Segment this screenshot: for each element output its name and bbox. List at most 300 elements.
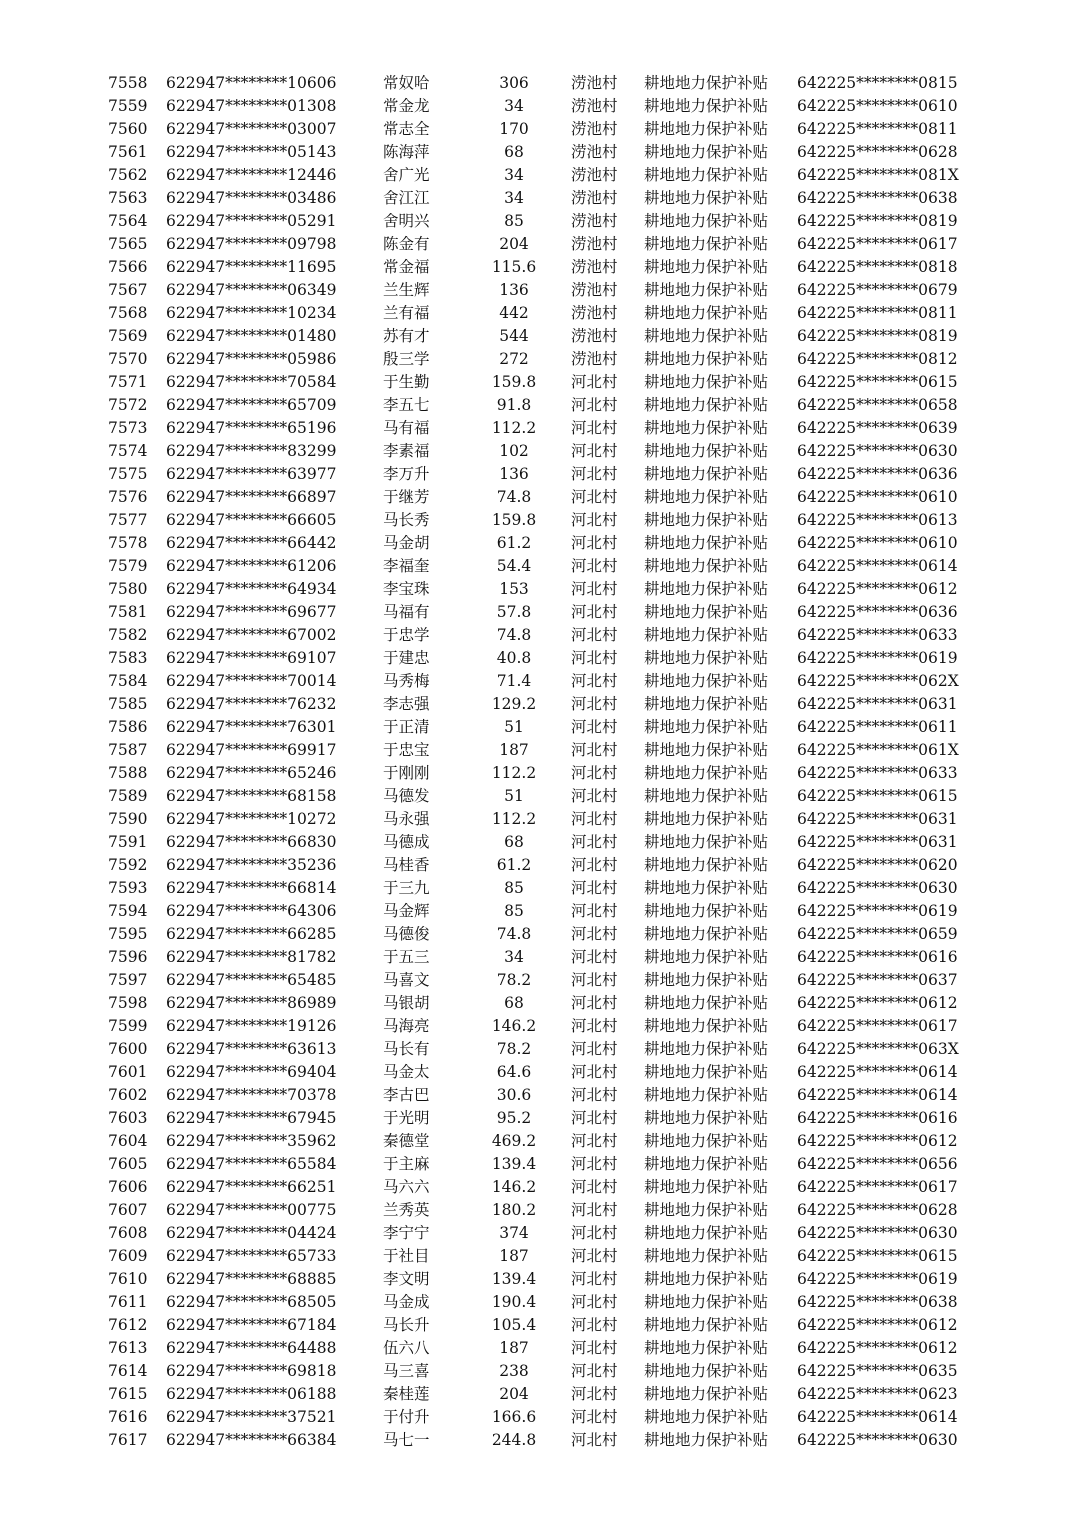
subsidy-type: 耕地地力保护补贴 — [644, 1132, 769, 1150]
subsidy-type: 耕地地力保护补贴 — [644, 97, 769, 115]
recipient-name: 陈金有 — [383, 235, 430, 253]
subsidy-amount: 61.2 — [496, 534, 532, 552]
recipient-name: 秦德堂 — [383, 1132, 430, 1150]
account-number: 622947********65584 — [166, 1155, 337, 1173]
id-number: 642225********0679 — [797, 281, 958, 299]
subsidy-amount: 64.6 — [496, 1063, 532, 1081]
table-row — [0, 716, 1074, 739]
row-number: 7561 — [108, 143, 148, 161]
subsidy-type: 耕地地力保护补贴 — [644, 1063, 769, 1081]
row-number: 7598 — [108, 994, 148, 1012]
id-number: 642225********0614 — [797, 1063, 958, 1081]
village-name: 河北村 — [571, 833, 618, 851]
account-number: 622947********68158 — [166, 787, 337, 805]
table-row — [0, 210, 1074, 233]
id-number: 642225********0614 — [797, 1086, 958, 1104]
subsidy-amount: 187 — [499, 741, 529, 759]
id-number: 642225********063X — [797, 1040, 959, 1058]
village-name: 河北村 — [571, 925, 618, 943]
account-number: 622947********65485 — [166, 971, 337, 989]
subsidy-amount: 159.8 — [491, 373, 537, 391]
recipient-name: 马金太 — [383, 1063, 430, 1081]
account-number: 622947********00775 — [166, 1201, 337, 1219]
table-row — [0, 1130, 1074, 1153]
account-number: 622947********68505 — [166, 1293, 337, 1311]
table-row — [0, 532, 1074, 555]
account-number: 622947********66442 — [166, 534, 337, 552]
subsidy-amount: 34 — [504, 948, 524, 966]
id-number: 642225********0812 — [797, 350, 958, 368]
subsidy-amount: 68 — [504, 143, 524, 161]
subsidy-type: 耕地地力保护补贴 — [644, 741, 769, 759]
subsidy-amount: 78.2 — [496, 971, 532, 989]
village-name: 河北村 — [571, 649, 618, 667]
table-row — [0, 118, 1074, 141]
table-row — [0, 1015, 1074, 1038]
id-number: 642225********0617 — [797, 1017, 958, 1035]
subsidy-type: 耕地地力保护补贴 — [644, 189, 769, 207]
village-name: 河北村 — [571, 534, 618, 552]
account-number: 622947********69677 — [166, 603, 337, 621]
subsidy-type: 耕地地力保护补贴 — [644, 902, 769, 920]
id-number: 642225********0636 — [797, 465, 958, 483]
account-number: 622947********61206 — [166, 557, 337, 575]
recipient-name: 马永强 — [383, 810, 430, 828]
account-number: 622947********05291 — [166, 212, 337, 230]
table-row — [0, 417, 1074, 440]
village-name: 河北村 — [571, 442, 618, 460]
id-number: 642225********0613 — [797, 511, 958, 529]
subsidy-type: 耕地地力保护补贴 — [644, 350, 769, 368]
row-number: 7592 — [108, 856, 148, 874]
subsidy-type: 耕地地力保护补贴 — [644, 1201, 769, 1219]
row-number: 7596 — [108, 948, 148, 966]
row-number: 7558 — [108, 74, 148, 92]
subsidy-type: 耕地地力保护补贴 — [644, 442, 769, 460]
table-row — [0, 325, 1074, 348]
table-row — [0, 256, 1074, 279]
table-row — [0, 1314, 1074, 1337]
village-name: 涝池村 — [571, 74, 618, 92]
recipient-name: 马喜文 — [383, 971, 430, 989]
id-number: 642225********0656 — [797, 1155, 958, 1173]
row-number: 7584 — [108, 672, 148, 690]
village-name: 河北村 — [571, 695, 618, 713]
village-name: 河北村 — [571, 603, 618, 621]
account-number: 622947********70014 — [166, 672, 337, 690]
village-name: 河北村 — [571, 1362, 618, 1380]
table-row — [0, 647, 1074, 670]
row-number: 7611 — [108, 1293, 148, 1311]
id-number: 642225********081X — [797, 166, 959, 184]
table-row — [0, 348, 1074, 371]
account-number: 622947********81782 — [166, 948, 337, 966]
subsidy-type: 耕地地力保护补贴 — [644, 1385, 769, 1403]
table-row — [0, 1245, 1074, 1268]
account-number: 622947********12446 — [166, 166, 337, 184]
subsidy-type: 耕地地力保护补贴 — [644, 833, 769, 851]
village-name: 河北村 — [571, 1316, 618, 1334]
id-number: 642225********0615 — [797, 1247, 958, 1265]
row-number: 7616 — [108, 1408, 148, 1426]
row-number: 7566 — [108, 258, 148, 276]
id-number: 642225********0612 — [797, 994, 958, 1012]
recipient-name: 于正清 — [383, 718, 430, 736]
row-number: 7617 — [108, 1431, 148, 1449]
id-number: 642225********0633 — [797, 764, 958, 782]
row-number: 7575 — [108, 465, 148, 483]
subsidy-type: 耕地地力保护补贴 — [644, 396, 769, 414]
subsidy-type: 耕地地力保护补贴 — [644, 1086, 769, 1104]
recipient-name: 马三喜 — [383, 1362, 430, 1380]
id-number: 642225********0616 — [797, 1109, 958, 1127]
id-number: 642225********0612 — [797, 1316, 958, 1334]
subsidy-type: 耕地地力保护补贴 — [644, 695, 769, 713]
row-number: 7603 — [108, 1109, 148, 1127]
village-name: 河北村 — [571, 718, 618, 736]
row-number: 7578 — [108, 534, 148, 552]
subsidy-type: 耕地地力保护补贴 — [644, 1155, 769, 1173]
recipient-name: 马德发 — [383, 787, 430, 805]
village-name: 河北村 — [571, 902, 618, 920]
table-row — [0, 601, 1074, 624]
row-number: 7597 — [108, 971, 148, 989]
id-number: 642225********0617 — [797, 235, 958, 253]
recipient-name: 马六六 — [383, 1178, 430, 1196]
subsidy-amount: 85 — [504, 212, 524, 230]
village-name: 涝池村 — [571, 304, 618, 322]
row-number: 7590 — [108, 810, 148, 828]
village-name: 河北村 — [571, 1339, 618, 1357]
subsidy-amount: 204 — [499, 1385, 529, 1403]
recipient-name: 常金龙 — [383, 97, 430, 115]
recipient-name: 马金成 — [383, 1293, 430, 1311]
subsidy-type: 耕地地力保护补贴 — [644, 166, 769, 184]
table-row — [0, 279, 1074, 302]
row-number: 7559 — [108, 97, 148, 115]
recipient-name: 于继芳 — [383, 488, 430, 506]
row-number: 7581 — [108, 603, 148, 621]
account-number: 622947********83299 — [166, 442, 337, 460]
village-name: 河北村 — [571, 419, 618, 437]
subsidy-amount: 374 — [499, 1224, 529, 1242]
account-number: 622947********10272 — [166, 810, 337, 828]
account-number: 622947********69404 — [166, 1063, 337, 1081]
row-number: 7610 — [108, 1270, 148, 1288]
table-row — [0, 1406, 1074, 1429]
subsidy-type: 耕地地力保护补贴 — [644, 258, 769, 276]
row-number: 7564 — [108, 212, 148, 230]
row-number: 7571 — [108, 373, 148, 391]
table-row — [0, 946, 1074, 969]
row-number: 7560 — [108, 120, 148, 138]
table-row — [0, 1268, 1074, 1291]
subsidy-type: 耕地地力保护补贴 — [644, 1109, 769, 1127]
subsidy-amount: 244.8 — [491, 1431, 537, 1449]
account-number: 622947********03486 — [166, 189, 337, 207]
recipient-name: 舍广光 — [383, 166, 430, 184]
row-number: 7582 — [108, 626, 148, 644]
account-number: 622947********64488 — [166, 1339, 337, 1357]
subsidy-type: 耕地地力保护补贴 — [644, 994, 769, 1012]
account-number: 622947********19126 — [166, 1017, 337, 1035]
id-number: 642225********0818 — [797, 258, 958, 276]
recipient-name: 李古巴 — [383, 1086, 430, 1104]
subsidy-amount: 54.4 — [496, 557, 532, 575]
village-name: 河北村 — [571, 1431, 618, 1449]
subsidy-amount: 112.2 — [491, 810, 537, 828]
subsidy-amount: 139.4 — [491, 1270, 537, 1288]
id-number: 642225********0610 — [797, 97, 958, 115]
table-row — [0, 624, 1074, 647]
id-number: 642225********0659 — [797, 925, 958, 943]
subsidy-type: 耕地地力保护补贴 — [644, 120, 769, 138]
table-row — [0, 1337, 1074, 1360]
id-number: 642225********0628 — [797, 1201, 958, 1219]
account-number: 622947********05143 — [166, 143, 337, 161]
table-row — [0, 164, 1074, 187]
subsidy-amount: 153 — [499, 580, 529, 598]
subsidy-amount: 34 — [504, 166, 524, 184]
recipient-name: 于五三 — [383, 948, 430, 966]
account-number: 622947********04424 — [166, 1224, 337, 1242]
account-number: 622947********11695 — [166, 258, 337, 276]
account-number: 622947********67002 — [166, 626, 337, 644]
subsidy-type: 耕地地力保护补贴 — [644, 718, 769, 736]
account-number: 622947********63977 — [166, 465, 337, 483]
row-number: 7606 — [108, 1178, 148, 1196]
recipient-name: 于刚刚 — [383, 764, 430, 782]
id-number: 642225********0615 — [797, 787, 958, 805]
subsidy-type: 耕地地力保护补贴 — [644, 143, 769, 161]
village-name: 河北村 — [571, 1155, 618, 1173]
subsidy-amount: 68 — [504, 833, 524, 851]
village-name: 河北村 — [571, 971, 618, 989]
village-name: 河北村 — [571, 373, 618, 391]
subsidy-type: 耕地地力保护补贴 — [644, 212, 769, 230]
subsidy-amount: 71.4 — [496, 672, 532, 690]
village-name: 河北村 — [571, 1017, 618, 1035]
account-number: 622947********06349 — [166, 281, 337, 299]
subsidy-type: 耕地地力保护补贴 — [644, 1316, 769, 1334]
id-number: 642225********0811 — [797, 304, 958, 322]
table-row — [0, 900, 1074, 923]
recipient-name: 李万升 — [383, 465, 430, 483]
subsidy-type: 耕地地力保护补贴 — [644, 235, 769, 253]
village-name: 河北村 — [571, 994, 618, 1012]
village-name: 涝池村 — [571, 281, 618, 299]
table-row — [0, 1176, 1074, 1199]
row-number: 7613 — [108, 1339, 148, 1357]
account-number: 622947********64306 — [166, 902, 337, 920]
account-number: 622947********76301 — [166, 718, 337, 736]
subsidy-type: 耕地地力保护补贴 — [644, 1224, 769, 1242]
subsidy-amount: 469.2 — [491, 1132, 537, 1150]
recipient-name: 马银胡 — [383, 994, 430, 1012]
table-row — [0, 1429, 1074, 1452]
row-number: 7577 — [108, 511, 148, 529]
recipient-name: 秦桂莲 — [383, 1385, 430, 1403]
row-number: 7565 — [108, 235, 148, 253]
village-name: 河北村 — [571, 672, 618, 690]
id-number: 642225********0631 — [797, 810, 958, 828]
recipient-name: 马金胡 — [383, 534, 430, 552]
id-number: 642225********062X — [797, 672, 959, 690]
subsidy-amount: 170 — [499, 120, 529, 138]
recipient-name: 马长升 — [383, 1316, 430, 1334]
id-number: 642225********0623 — [797, 1385, 958, 1403]
subsidy-amount: 136 — [499, 465, 529, 483]
row-number: 7591 — [108, 833, 148, 851]
recipient-name: 于付升 — [383, 1408, 430, 1426]
id-number: 642225********0630 — [797, 1431, 958, 1449]
id-number: 642225********0616 — [797, 948, 958, 966]
subsidy-type: 耕地地力保护补贴 — [644, 1431, 769, 1449]
row-number: 7574 — [108, 442, 148, 460]
subsidy-type: 耕地地力保护补贴 — [644, 787, 769, 805]
subsidy-type: 耕地地力保护补贴 — [644, 856, 769, 874]
subsidy-amount: 272 — [499, 350, 529, 368]
village-name: 河北村 — [571, 626, 618, 644]
table-row — [0, 440, 1074, 463]
table-row — [0, 762, 1074, 785]
account-number: 622947********70378 — [166, 1086, 337, 1104]
account-number: 622947********65246 — [166, 764, 337, 782]
account-number: 622947********65196 — [166, 419, 337, 437]
village-name: 河北村 — [571, 1408, 618, 1426]
subsidy-type: 耕地地力保护补贴 — [644, 925, 769, 943]
recipient-name: 马金辉 — [383, 902, 430, 920]
recipient-name: 兰秀英 — [383, 1201, 430, 1219]
village-name: 河北村 — [571, 1063, 618, 1081]
account-number: 622947********69107 — [166, 649, 337, 667]
row-number: 7580 — [108, 580, 148, 598]
table-row — [0, 854, 1074, 877]
recipient-name: 于主麻 — [383, 1155, 430, 1173]
row-number: 7568 — [108, 304, 148, 322]
subsidy-type: 耕地地力保护补贴 — [644, 419, 769, 437]
account-number: 622947********03007 — [166, 120, 337, 138]
subsidy-type: 耕地地力保护补贴 — [644, 327, 769, 345]
row-number: 7576 — [108, 488, 148, 506]
subsidy-amount: 34 — [504, 189, 524, 207]
table-row — [0, 1360, 1074, 1383]
village-name: 河北村 — [571, 488, 618, 506]
row-number: 7609 — [108, 1247, 148, 1265]
recipient-name: 舍江江 — [383, 189, 430, 207]
subsidy-type: 耕地地力保护补贴 — [644, 948, 769, 966]
village-name: 河北村 — [571, 741, 618, 759]
subsidy-type: 耕地地力保护补贴 — [644, 488, 769, 506]
subsidy-type: 耕地地力保护补贴 — [644, 1362, 769, 1380]
table-row — [0, 141, 1074, 164]
village-name: 河北村 — [571, 1086, 618, 1104]
subsidy-type: 耕地地力保护补贴 — [644, 465, 769, 483]
recipient-name: 于三九 — [383, 879, 430, 897]
id-number: 642225********0612 — [797, 1339, 958, 1357]
subsidy-type: 耕地地力保护补贴 — [644, 879, 769, 897]
account-number: 622947********66605 — [166, 511, 337, 529]
row-number: 7599 — [108, 1017, 148, 1035]
subsidy-amount: 85 — [504, 879, 524, 897]
village-name: 河北村 — [571, 1385, 618, 1403]
village-name: 涝池村 — [571, 327, 618, 345]
account-number: 622947********09798 — [166, 235, 337, 253]
subsidy-type: 耕地地力保护补贴 — [644, 603, 769, 621]
village-name: 河北村 — [571, 396, 618, 414]
id-number: 642225********0628 — [797, 143, 958, 161]
id-number: 642225********0617 — [797, 1178, 958, 1196]
table-row — [0, 187, 1074, 210]
table-row — [0, 95, 1074, 118]
table-row — [0, 463, 1074, 486]
table-row — [0, 739, 1074, 762]
recipient-name: 伍六八 — [383, 1339, 430, 1357]
table-row — [0, 509, 1074, 532]
village-name: 河北村 — [571, 1040, 618, 1058]
id-number: 642225********0637 — [797, 971, 958, 989]
id-number: 642225********0815 — [797, 74, 958, 92]
subsidy-type: 耕地地力保护补贴 — [644, 1270, 769, 1288]
recipient-name: 李素福 — [383, 442, 430, 460]
subsidy-amount: 136 — [499, 281, 529, 299]
recipient-name: 马七一 — [383, 1431, 430, 1449]
id-number: 642225********061X — [797, 741, 959, 759]
subsidy-type: 耕地地力保护补贴 — [644, 1040, 769, 1058]
account-number: 622947********01480 — [166, 327, 337, 345]
village-name: 河北村 — [571, 879, 618, 897]
id-number: 642225********0658 — [797, 396, 958, 414]
subsidy-amount: 306 — [499, 74, 529, 92]
recipient-name: 李宝珠 — [383, 580, 430, 598]
recipient-name: 马秀梅 — [383, 672, 430, 690]
village-name: 涝池村 — [571, 258, 618, 276]
village-name: 河北村 — [571, 1109, 618, 1127]
recipient-name: 于建忠 — [383, 649, 430, 667]
village-name: 河北村 — [571, 1270, 618, 1288]
village-name: 涝池村 — [571, 350, 618, 368]
subsidy-amount: 51 — [504, 787, 524, 805]
village-name: 河北村 — [571, 580, 618, 598]
subsidy-amount: 187 — [499, 1339, 529, 1357]
subsidy-amount: 544 — [499, 327, 529, 345]
row-number: 7593 — [108, 879, 148, 897]
village-name: 涝池村 — [571, 235, 618, 253]
village-name: 涝池村 — [571, 166, 618, 184]
account-number: 622947********66897 — [166, 488, 337, 506]
account-number: 622947********35236 — [166, 856, 337, 874]
subsidy-amount: 146.2 — [491, 1178, 537, 1196]
row-number: 7589 — [108, 787, 148, 805]
id-number: 642225********0630 — [797, 442, 958, 460]
row-number: 7585 — [108, 695, 148, 713]
recipient-name: 于忠学 — [383, 626, 430, 644]
village-name: 河北村 — [571, 1293, 618, 1311]
id-number: 642225********0611 — [797, 718, 958, 736]
id-number: 642225********0630 — [797, 1224, 958, 1242]
table-row — [0, 785, 1074, 808]
row-number: 7607 — [108, 1201, 148, 1219]
row-number: 7605 — [108, 1155, 148, 1173]
account-number: 622947********66251 — [166, 1178, 337, 1196]
table-row — [0, 486, 1074, 509]
account-number: 622947********63613 — [166, 1040, 337, 1058]
recipient-name: 兰有福 — [383, 304, 430, 322]
subsidy-amount: 74.8 — [496, 488, 532, 506]
recipient-name: 陈海萍 — [383, 143, 430, 161]
recipient-name: 李五七 — [383, 396, 430, 414]
recipient-name: 兰生辉 — [383, 281, 430, 299]
